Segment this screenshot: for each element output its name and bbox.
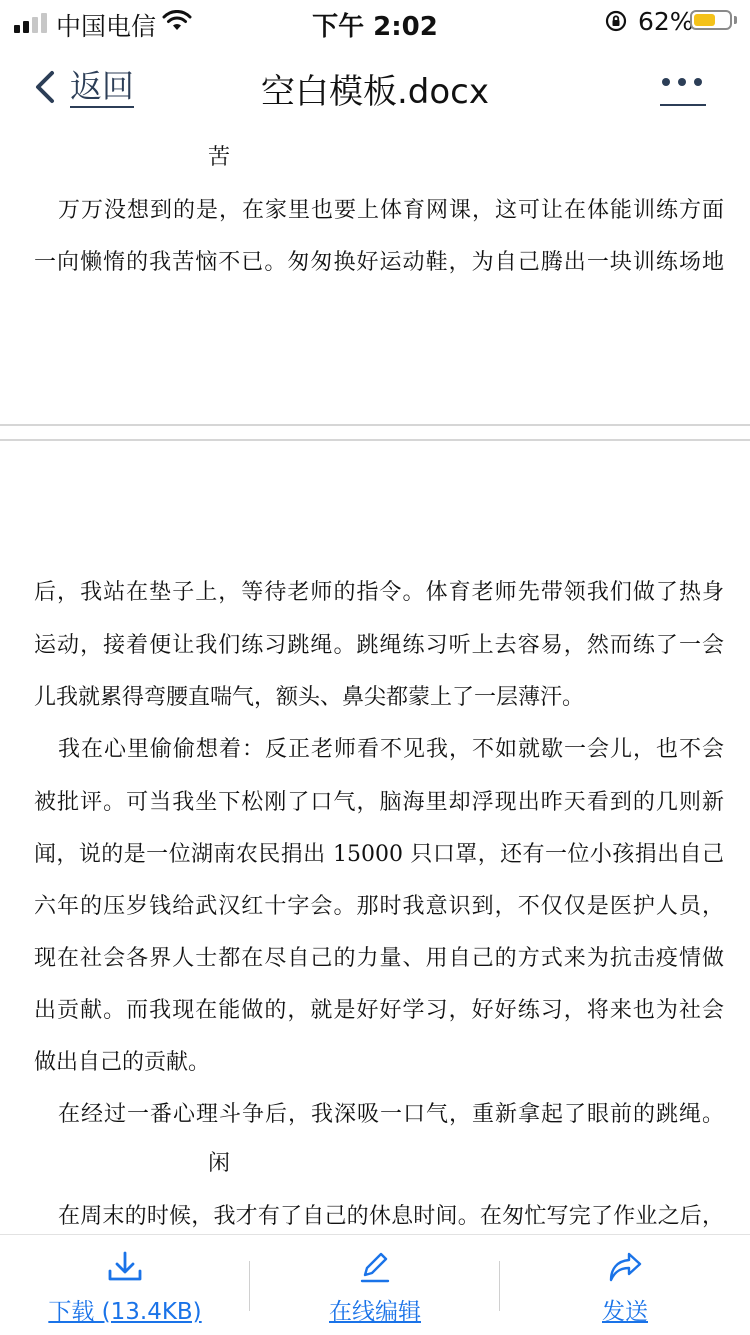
send-button[interactable] <box>500 1235 750 1335</box>
paragraph-line: 后，我站在垫子上，等待老师的指令。体育老师先带领我们做了热身 <box>34 580 724 605</box>
status-bar <box>0 0 750 42</box>
section-heading: 苦 <box>208 145 231 170</box>
status-time: 下午 2:02 <box>312 12 438 42</box>
battery-level <box>694 14 715 26</box>
edit-online-label: 在线编辑 <box>329 1299 421 1325</box>
share-arrow-icon <box>500 1251 750 1285</box>
page-break <box>0 439 750 441</box>
section-heading: 闲 <box>208 1151 231 1176</box>
paragraph-line: 我在心里偷偷想着：反正老师看不见我，不如就歇一会儿，也不会 <box>58 737 724 762</box>
download-label: 下载 (13.4KB) <box>48 1299 202 1325</box>
paragraph-line: 六年的压岁钱给武汉红十字会。那时我意识到，不仅仅是医护人员， <box>34 894 724 919</box>
page-title: 空白模板.docx <box>260 72 489 112</box>
download-icon <box>0 1251 250 1285</box>
paragraph-line: 在周末的时候，我才有了自己的休息时间。在匆忙写完了作业之后， <box>58 1204 724 1229</box>
more-button[interactable] <box>660 70 706 110</box>
page-break <box>0 424 750 426</box>
paragraph-line: 一向懒惰的我苦恼不已。匆匆换好运动鞋，为自己腾出一块训练场地 <box>34 250 724 275</box>
paragraph-line: 现在社会各界人士都在尽自己的力量、用自己的方式来为抗击疫情做 <box>34 946 724 971</box>
back-label: 返回 <box>70 66 134 108</box>
rotation-lock-icon <box>604 9 628 33</box>
edit-online-button[interactable] <box>250 1235 500 1335</box>
send-label: 发送 <box>602 1299 648 1325</box>
paragraph-line: 出贡献。而我现在能做的，就是好好学习，好好练习，将来也为社会 <box>34 998 724 1023</box>
paragraph-line: 闻，说的是一位湖南农民捐出 15000 只口罩，还有一位小孩捐出自己 <box>34 842 724 867</box>
more-icon <box>662 78 702 86</box>
pencil-icon <box>250 1251 500 1285</box>
paragraph-line: 运动，接着便让我们练习跳绳。跳绳练习听上去容易，然而练了一会 <box>34 633 724 658</box>
download-button[interactable] <box>0 1235 250 1335</box>
battery-percent: 62% <box>638 7 694 36</box>
paragraph-line: 在经过一番心理斗争后，我深吸一口气，重新拿起了眼前的跳绳。 <box>58 1102 724 1127</box>
battery-tip <box>734 16 737 24</box>
navigation-bar <box>0 50 750 118</box>
paragraph-line: 被批评。可当我坐下松刚了口气，脑海里却浮现出昨天看到的几则新 <box>34 790 724 815</box>
battery-icon <box>690 10 732 30</box>
paragraph-line: 万万没想到的是，在家里也要上体育网课，这可让在体能训练方面 <box>58 198 724 223</box>
bottom-toolbar <box>0 1234 750 1335</box>
carrier-name: 中国电信 <box>56 12 157 41</box>
paragraph-line: 儿我就累得弯腰直喘气，额头、鼻尖都蒙上了一层薄汗。 <box>34 685 585 710</box>
paragraph-line: 做出自己的贡献。 <box>34 1050 211 1075</box>
